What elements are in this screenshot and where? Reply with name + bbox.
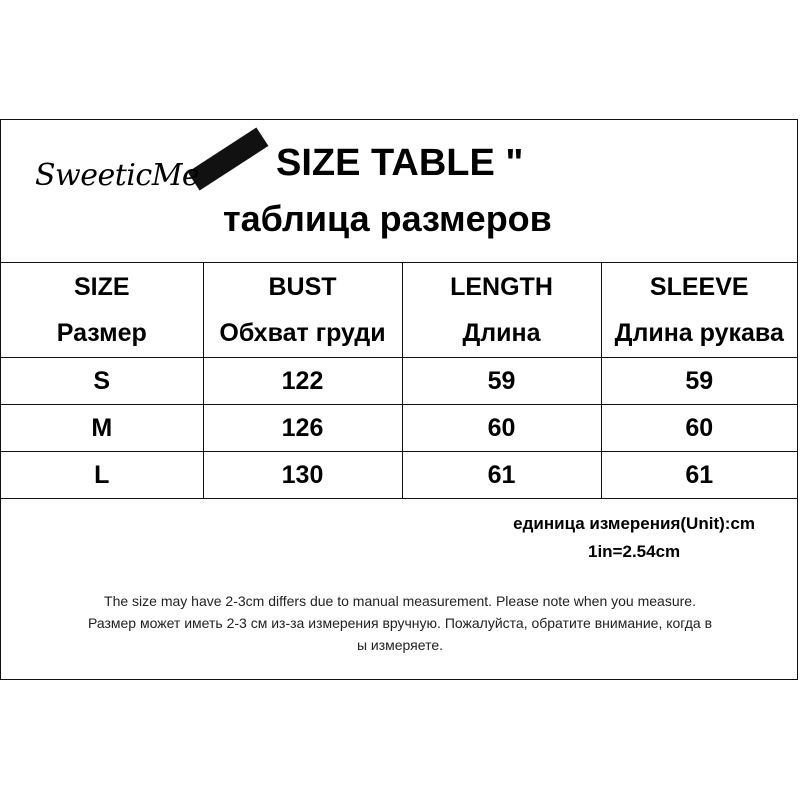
cell-size: S [1,358,203,405]
header [1,120,797,263]
table-row [1,358,797,405]
unit-info [513,510,755,566]
title-english: SIZE TABLE " [276,142,524,184]
column-header-sleeve [601,262,797,358]
cell-size: M [1,405,203,452]
column-header-ru: Длина [462,318,541,347]
cell-bust: 122 [203,358,402,405]
cell-sleeve: 61 [601,452,797,499]
column-header-size [1,262,203,358]
note-russian-line-1: Размер может иметь 2-3 см из-за измерения вручную. Пожалуйста, обратите внимание, когда в [87,615,713,631]
logo-bar-shape [188,127,269,190]
cell-sleeve: 59 [601,358,797,405]
size-chart-frame [0,119,798,680]
cell-length: 59 [402,358,601,405]
note-english: The size may have 2-3cm differs due to manual measurement. Please note when you measure. [104,593,696,609]
table-row [1,452,797,499]
cell-length: 61 [402,452,601,499]
column-header-en: SLEEVE [649,272,749,301]
note-russian-line-2: ы измеряете. [356,637,444,653]
table-row [1,405,797,452]
column-header-ru: Длина рукава [614,318,784,347]
cell-bust: 130 [203,452,402,499]
logo-text: SweeticMe [35,158,200,193]
cell-bust: 126 [203,405,402,452]
column-header-en: SIZE [73,272,130,301]
column-header-bust [203,262,402,358]
measurement-note [7,590,793,656]
column-header-en: LENGTH [450,272,553,301]
size-table [1,262,797,499]
cell-size: L [1,452,203,499]
column-header-length [402,262,601,358]
column-header-ru: Размер [56,318,147,347]
unit-line: единица измерения(Unit):cm [513,514,755,533]
column-header-ru: Обхват груди [219,318,386,347]
column-header-en: BUST [268,272,337,301]
cell-sleeve: 60 [601,405,797,452]
table-header-row [1,262,797,358]
unit-conversion: 1in=2.54cm [588,542,681,561]
cell-length: 60 [402,405,601,452]
title-russian: таблица размеров [223,198,552,239]
